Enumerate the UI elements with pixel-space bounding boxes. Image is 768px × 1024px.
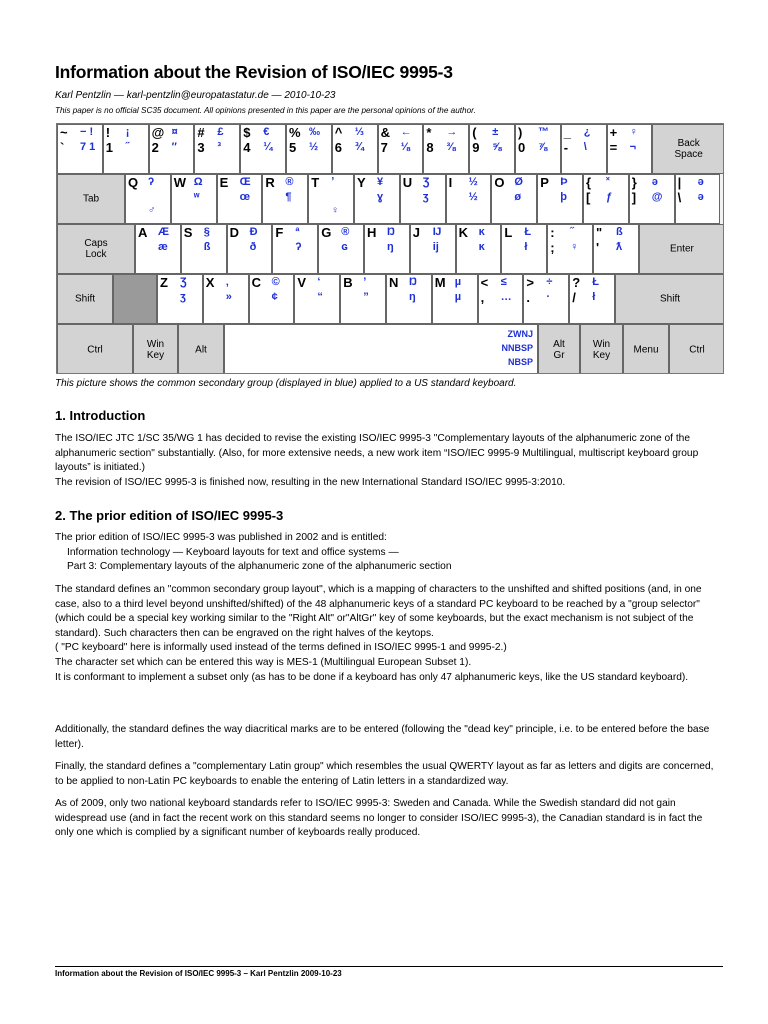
shift-right-key [615, 274, 724, 324]
enter-key [639, 224, 724, 274]
key-blue-char: ♀ [629, 126, 638, 138]
key-blue2-char: ¶ [285, 191, 292, 203]
key-blue-char: ÷ [546, 276, 553, 288]
key-blue2-char: ə [697, 191, 704, 203]
key-blue2-char: ⅜ [446, 141, 456, 153]
key [501, 224, 547, 274]
key-blue-char: Ø [514, 176, 523, 188]
backspace-key [652, 124, 724, 174]
footer: Information about the Revision of ISO/IEC 9995-3 – Karl Pentzlin 2009-10-23 [55, 969, 342, 978]
key-blue2-char: @ [651, 191, 663, 203]
key-blue-char: ¥ [377, 176, 384, 188]
key-blue-char: Œ [239, 176, 251, 188]
key-blue-char: ¤ [171, 126, 178, 138]
key-label: Enter [669, 243, 694, 255]
win-right-key [580, 324, 623, 374]
key-label: Shift [659, 293, 680, 305]
key-label: Caps Lock [84, 238, 108, 260]
key [491, 174, 537, 224]
diacritics-paragraph: Additionally, the standard defines the way diacritical marks are to be entered (following the "dead key" principle, i.e. to be entered before the base letter). [55, 724, 710, 750]
key-base-char: T [311, 175, 320, 190]
key [547, 224, 593, 274]
tab-key [57, 174, 125, 224]
key-base2-char: ; [550, 240, 555, 255]
key-blue-char: → [446, 126, 458, 138]
key-label: Back Space [674, 138, 703, 160]
key-blue2-char: ʷ [193, 191, 200, 203]
key [294, 274, 340, 324]
key-blue-char: ¿ [583, 126, 591, 138]
key-base2-char: ] [631, 190, 637, 205]
key-blue-char: € [263, 126, 270, 138]
key-base-char: ^ [334, 125, 343, 140]
key [523, 274, 569, 324]
key-blue-char: ½ [468, 176, 478, 188]
key-base2-char: / [572, 290, 576, 305]
key-base-char: > [526, 275, 534, 290]
key-label: Ctrl [87, 344, 103, 355]
key-blue-char: ≤ [500, 276, 507, 288]
key [203, 274, 249, 324]
alt-key [178, 324, 224, 374]
key-blue2-char: ¢ [271, 291, 278, 303]
key-blue-char: ‚ [225, 276, 229, 288]
national-standards-paragraph: As of 2009, only two national keyboard standards refer to ISO/IEC 9995-3: Sweden and Canada. While the Swedish standard did not gain widespread use (and in fact the recent work on this standard seems no longer to consider ISO/IEC 9995-3), the Canadian standard is in fact the only one which is complied by a significant number of keyboards really produced. [55, 798, 703, 839]
intro-text-2: The revision of ISO/IEC 9995-3 is finished now, resulting in the new International Standard ISO/IEC 9995-3:2010. [55, 476, 566, 488]
key-blue2-char: ƒ [606, 191, 613, 203]
key-base2-char: ` [60, 140, 65, 155]
key [171, 174, 217, 224]
key-blue2-char: ß [203, 241, 211, 253]
key-blue2-char: ɢ [341, 241, 348, 253]
key-blue2-char: ƛ [616, 241, 623, 253]
key-base-char: ? [572, 275, 581, 290]
key [629, 174, 675, 224]
key-blue-char: Ʒ [180, 276, 187, 288]
key-blue2-char: ½ [309, 141, 319, 153]
key-base-char: | [677, 175, 682, 190]
key-base-char: R [265, 175, 275, 190]
key [478, 274, 524, 324]
key-blue2-char: ɣ [377, 191, 384, 203]
key [354, 174, 400, 224]
key-blue-char: ʔ [148, 176, 155, 188]
key-label: Tab [82, 193, 100, 205]
key-blue2-char: ³ [217, 141, 222, 153]
latin-group-paragraph: Finally, the standard defines a "complementary Latin group" which resembles the usual QWERTY layout as far as letters and digits are concerned, to be applied to non-Latin PC keyboards to enable the entering of Latin letters in a standardized way. [55, 761, 714, 787]
key [469, 124, 515, 174]
key-base2-char: 6 [334, 140, 343, 155]
key-base-char: O [494, 175, 505, 190]
key-blue-char: ‘ [317, 276, 321, 288]
key-label: Alt Gr [553, 338, 565, 361]
key-base-char: A [138, 225, 148, 240]
key-blue3-char: ♀ [331, 205, 339, 216]
key-blue-char: ĸ [478, 226, 485, 238]
key [675, 174, 721, 224]
key-base2-char: - [563, 140, 569, 155]
key-blue2-char: » [225, 291, 232, 303]
key-base2-char: 7 [380, 140, 388, 155]
key-blue-char: ™ [538, 126, 549, 138]
key-blue-char: ⅓ [354, 126, 364, 138]
key-blue2-char: ĳ [432, 241, 439, 253]
key-blue2-char: ʔ [295, 241, 302, 253]
key [57, 124, 103, 174]
key-base2-char: \ [677, 190, 682, 205]
key-blue-char: § [203, 226, 210, 238]
key-blue-char: ˟ [606, 176, 610, 188]
footer-rule [55, 966, 723, 967]
key-base-char: # [197, 125, 205, 140]
key-blue2-char: ł [592, 291, 596, 303]
key-base2-char: 3 [197, 140, 205, 155]
prior-title-line-2: Part 3: Complementary layouts of the alphanumeric zone of the alphanumeric section [67, 561, 452, 573]
key-base-char: L [504, 225, 513, 240]
key-base-char: Y [357, 175, 366, 190]
key-blue2-char: ¬ [629, 141, 637, 153]
key-base2-char: 5 [289, 140, 297, 155]
key [240, 124, 286, 174]
caps-lock-key [57, 224, 135, 274]
key-base-char: W [173, 175, 187, 190]
key-base-char: ( [472, 125, 477, 140]
key-base-char: ! [105, 125, 111, 140]
key [607, 124, 653, 174]
ctrl-right-key [669, 324, 724, 374]
section-heading-prior-edition: 2. The prior edition of ISO/IEC 9995-3 [55, 508, 284, 523]
key [400, 174, 446, 224]
key-base-char: + [609, 125, 618, 140]
key-base-char: E [219, 175, 229, 190]
key-base-char: J [412, 225, 421, 240]
key-blue-char: Ł [524, 226, 532, 238]
key [593, 224, 639, 274]
keyboard-figure [56, 123, 724, 374]
key-blue2-char: þ [560, 191, 567, 203]
menu-key [623, 324, 669, 374]
key-blue2-char: ð [249, 241, 257, 253]
prior-text-1: The prior edition of ISO/IEC 9995-3 was published in 2002 and is entitled: [55, 532, 387, 543]
key-base2-char: = [609, 140, 618, 155]
prior-text-3: ( "PC keyboard" here is informally used instead of the terms defined in ISO/IEC 9995-1 and 9995-2.) [55, 642, 507, 654]
key-base-char: S [183, 225, 193, 240]
key-blue3-char: ♂ [148, 205, 156, 216]
win-left-key [133, 324, 178, 374]
key [432, 274, 478, 324]
key [103, 124, 149, 174]
key-base-char: P [540, 175, 549, 190]
key-blue-char: ± [492, 126, 499, 138]
key-base-char: Q [128, 175, 139, 190]
key-base-char: M [434, 275, 446, 290]
key-blue2-char: ŋ [409, 291, 416, 303]
key [227, 224, 273, 274]
author-line: Karl Pentzlin — karl-pentzlin@europatastatur.de — 2010-10-23 [55, 90, 336, 101]
key-base2-char: , [480, 290, 485, 305]
key-base2-char: 1 [105, 140, 114, 155]
key-blue-char: ® [341, 226, 350, 238]
key-label: Shift [74, 293, 95, 305]
key-blue2-char: œ [239, 191, 250, 203]
key-blue2-char: ″ [171, 141, 177, 153]
key-blue-char: £ [217, 126, 224, 138]
key-base-char: & [380, 125, 390, 140]
key-base-char: ) [518, 125, 523, 140]
key-base2-char: . [526, 290, 531, 305]
key-blue-char: Þ [560, 176, 568, 188]
key [456, 224, 502, 274]
key-base-char: " [596, 225, 603, 240]
key [194, 124, 240, 174]
key-base2-char: 8 [426, 140, 434, 155]
key-base2-char: [ [586, 190, 591, 205]
key-base-char: : [550, 225, 555, 240]
key-base-char: K [458, 225, 468, 240]
key-blue2-char: ˝ [125, 141, 130, 153]
key-base-char: < [480, 275, 489, 290]
shift-left-key [57, 274, 113, 324]
key-blue2-char: \ [583, 141, 587, 153]
key-base2-char: ' [596, 240, 600, 255]
key-blue-char: ’ [363, 276, 367, 288]
key-blue-char: Ĳ [432, 226, 442, 238]
key-base-char: C [251, 275, 261, 290]
key-base-char: { [586, 175, 592, 190]
key [340, 274, 386, 324]
key [125, 174, 171, 224]
key [378, 124, 424, 174]
disclaimer: This paper is no official SC35 document. All opinions presented in this paper are the personal opinions of the author. [55, 106, 476, 115]
key-blue2-char: ♀ [570, 241, 579, 253]
key-blue2-char: ĸ [478, 241, 485, 253]
key-base2-char: 9 [472, 140, 480, 155]
key-blue2-char: ʒ [180, 291, 186, 303]
key-blue-char: ß [616, 226, 623, 238]
key-blue-char: ª [295, 226, 300, 238]
key-base-char: } [631, 175, 637, 190]
prior-text-2: The standard defines an "common secondary group layout", which is a mapping of characters to the unshifted and shifted positions (and, in one case, also to a third level beyond unshifted/shifted) of the 48 alphanumeric keys of a standard PC keyboard to be reached by a "group selector" (which could be a special key working similar to the "Right Alt" or"AltGr" key of some keyboards, but the exact mechanism is not subject of the standard). Such characters then can be engraved on the right halves of the keytops. [55, 584, 702, 639]
key-base-char: H [367, 225, 377, 240]
key-base-char: X [205, 275, 215, 290]
key-blue-char: − ! [80, 126, 94, 138]
key-blue2-char: µ [454, 291, 462, 303]
key-blue-char: ® [285, 176, 294, 188]
key-label: Win Key [146, 338, 165, 361]
key-blue2-char: “ [317, 291, 323, 303]
key-blue-char: © [271, 276, 280, 288]
key-base-char: U [402, 175, 413, 190]
key [446, 174, 492, 224]
key-base-char: % [289, 125, 301, 140]
key [249, 274, 295, 324]
space-secondary-chars: ZWNJ NNBSP NBSP [501, 329, 533, 367]
key-base-char: N [389, 275, 399, 290]
key-blue-char: Ω [193, 176, 203, 188]
key [217, 174, 263, 224]
figure-caption: This picture shows the common secondary group (displayed in blue) applied to a US standard keyboard. [55, 378, 517, 389]
key [569, 274, 615, 324]
key [272, 224, 318, 274]
key [149, 124, 195, 174]
key-blue2-char: ½ [468, 191, 478, 203]
key-base-char: V [297, 275, 307, 290]
key-blue2-char: ¼ [263, 141, 273, 153]
key-blue2-char: ” [363, 291, 369, 303]
key-blue-char: ə [697, 176, 704, 188]
key-label: Ctrl [689, 344, 705, 355]
key [515, 124, 561, 174]
key [181, 224, 227, 274]
key-blue2-char: ⅝ [492, 141, 502, 153]
key [308, 174, 354, 224]
key-base2-char: 4 [243, 140, 251, 155]
key [423, 124, 469, 174]
key-blue2-char: ø [514, 191, 522, 203]
key [583, 174, 629, 224]
key-base-char: B [343, 275, 353, 290]
key-base2-char: 0 [518, 140, 526, 155]
key-blue-char: Æ [158, 226, 169, 238]
key [332, 124, 378, 174]
prior-text-5: It is conformant to implement a subset only (as has to be done if a keyboard has only 47 alphanumeric keys, like the US standard keyboard). [55, 671, 689, 683]
key-label: Win Key [592, 338, 611, 361]
key-blue-char: Ŋ [409, 276, 417, 288]
key [262, 174, 308, 224]
key-blue2-char: · [546, 291, 551, 303]
key-blue-char: Ł [592, 276, 599, 288]
key-base-char: I [448, 175, 453, 190]
key-blue2-char: ł [524, 241, 528, 253]
prior-title-line-1: Information technology — Keyboard layouts for text and office systems — [67, 546, 399, 558]
space-bar [224, 324, 538, 374]
key-blue-char: ˝ [570, 226, 574, 238]
prior-edition-paragraph [55, 531, 715, 575]
key-blue2-char: æ [158, 241, 168, 253]
key-blue-char: ← [400, 126, 412, 138]
altgr-key [538, 324, 580, 374]
key [286, 124, 332, 174]
key [135, 224, 181, 274]
key [157, 274, 203, 324]
key-blue-char: ə [651, 176, 658, 188]
key-blue-char: Ð [249, 226, 258, 238]
intro-text-1: The ISO/IEC JTC 1/SC 35/WG 1 has decided to revise the existing ISO/IEC 9995-3 "Complementary layouts of the alphanumeric zone of the alphanumeric section" substantially. (Also, for more extensive needs, a new work item “ISO/IEC 9995-9 Multilingual, multiscript keyboard group layouts” is initiated.) [55, 433, 699, 474]
key-blue-char: µ [454, 276, 462, 288]
key-blue2-char: ⅞ [538, 141, 548, 153]
key-blue-char: ¡ [125, 126, 130, 138]
intro-paragraph [55, 432, 715, 490]
key-blue-char: Ŋ [387, 226, 395, 238]
key-blue-char: ‰ [309, 126, 320, 138]
key [364, 224, 410, 274]
prior-text-4: The character set which can be entered this way is MES-1 (Multilingual European Subset 1). [55, 656, 472, 668]
key-base-char: @ [151, 125, 165, 140]
extra-key [113, 274, 157, 324]
key-blue-char: ʼ [331, 176, 335, 188]
key-base-char: $ [243, 125, 251, 140]
key-base-char: _ [563, 125, 572, 140]
key [410, 224, 456, 274]
key-blue2-char: ʒ [422, 191, 429, 203]
key-blue2-char: ¾ [354, 141, 364, 153]
key-base-char: G [321, 225, 332, 240]
key [537, 174, 583, 224]
key [318, 224, 364, 274]
key-base-char: * [426, 125, 432, 140]
key-base-char: F [275, 225, 284, 240]
key-blue-char: Ʒ [422, 176, 430, 188]
key-label: Alt [195, 344, 207, 355]
key-blue2-char: ⅛ [400, 141, 410, 153]
ctrl-left-key [57, 324, 133, 374]
key-base-char: D [229, 225, 239, 240]
key-blue2-char: ŋ [387, 241, 394, 253]
key-base2-char: 2 [151, 140, 159, 155]
section-heading-introduction: 1. Introduction [55, 408, 146, 423]
key-blue2-char: 7 1 [80, 141, 96, 153]
key [386, 274, 432, 324]
key-base-char: Z [160, 275, 168, 290]
standard-definition-paragraph [55, 583, 715, 685]
key-label: Menu [633, 344, 659, 355]
key-blue2-char: … [500, 291, 512, 303]
key [561, 124, 607, 174]
key-base-char: ~ [60, 125, 68, 140]
page-title: Information about the Revision of ISO/IEC 9995-3 [55, 62, 453, 82]
